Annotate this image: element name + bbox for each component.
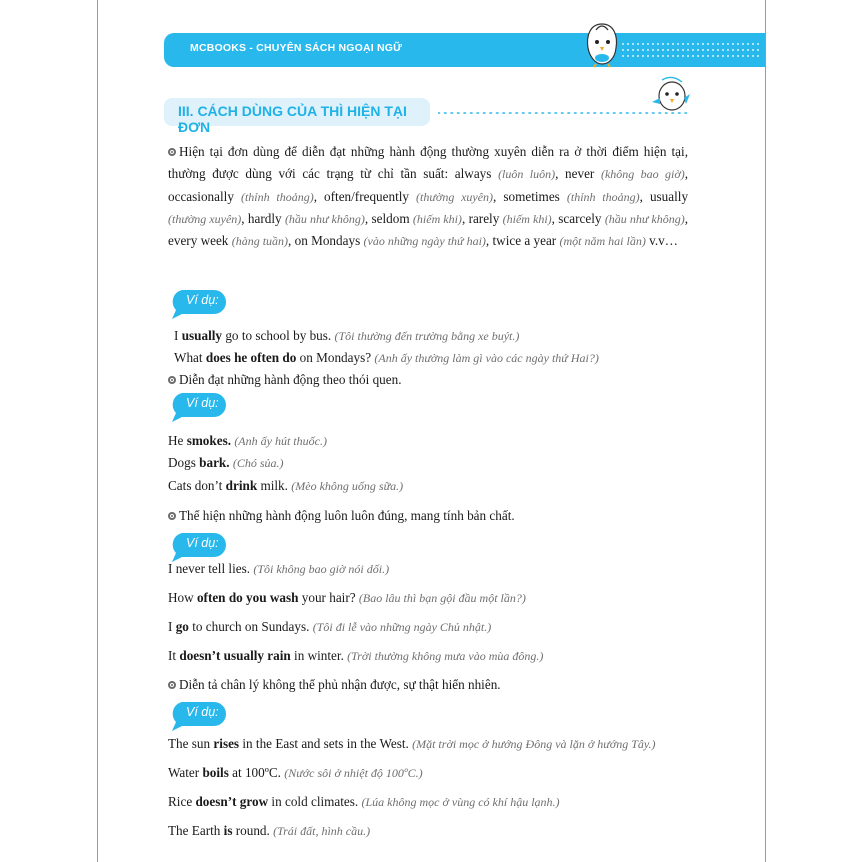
adverb-word: on Mondays: [294, 233, 361, 249]
example-sentence: [168, 820, 370, 842]
example-sentence: [168, 645, 543, 667]
example-gloss: (Mặt trời mọc ở hướng Đông và lặn ở hướng Tây.): [412, 737, 656, 751]
penguin-mascot-flying-icon: [650, 76, 690, 114]
example-gloss: (Tôi đi lễ vào những ngày Chủ nhật.): [312, 620, 492, 634]
section-title: III. CÁCH DÙNG CỦA THÌ HIỆN TẠI ĐƠN: [178, 103, 407, 135]
example-text: Water: [168, 765, 203, 780]
book-page: [97, 0, 766, 862]
example-text: in winter.: [290, 648, 344, 663]
adverb-gloss: (hiếm khi): [412, 211, 462, 226]
example-label: Ví dụ:: [186, 396, 219, 410]
adverb-word: rarely: [468, 210, 500, 226]
example-text: in the East and sets in the West.: [239, 736, 409, 751]
example-sentence: [168, 475, 403, 497]
example-sentence: [168, 452, 284, 474]
example-text: I: [174, 328, 182, 343]
adverb-word: twice a year: [492, 233, 557, 249]
example-sentence: [168, 587, 526, 609]
adverb-gloss: (luôn luôn): [498, 167, 556, 182]
adverb-word: occasionally: [168, 188, 234, 204]
adverb-word: always: [454, 166, 492, 182]
example-emphasis: often do you wash: [196, 590, 299, 605]
example-text: to church on Sundays.: [188, 619, 310, 634]
usage-heading-text: Diễn tả chân lý không thể phủ nhận được, sự thật hiển nhiên.: [179, 677, 501, 692]
example-text: Rice: [168, 794, 196, 809]
bullet-circle-icon: [168, 148, 176, 156]
example-text: The sun: [168, 736, 214, 751]
example-sentence: [174, 325, 519, 347]
example-text: I never tell lies.: [168, 561, 251, 576]
example-gloss: (Lúa không mọc ở vùng có khí hậu lạnh.): [361, 795, 560, 809]
example-text: Dogs: [168, 455, 200, 470]
example-text: Cats don’t: [168, 478, 226, 493]
example-gloss: (Trời thường không mưa vào mùa đông.): [347, 649, 544, 663]
adverb-gloss: (vào những ngày thứ hai): [363, 234, 486, 249]
bullet-circle-icon: [168, 376, 176, 384]
example-bubble: [168, 286, 228, 320]
example-text: go to school by bus.: [222, 328, 332, 343]
bullet-circle-icon: [168, 681, 176, 689]
bullet-circle-icon: [168, 512, 176, 520]
example-text: round.: [232, 823, 270, 838]
example-emphasis: smokes.: [186, 433, 232, 448]
example-emphasis: is: [223, 823, 233, 838]
header-dotted-lines: [622, 33, 762, 67]
adverb-gloss: (không bao giờ): [600, 167, 685, 182]
adverb-gloss: (hầu như không): [284, 211, 365, 226]
adverb-word: usually: [649, 188, 689, 204]
example-text: your hair?: [298, 590, 356, 605]
header-title: MCBOOKS - CHUYÊN SÁCH NGOẠI NGỮ: [190, 42, 403, 54]
example-text: on Mondays?: [296, 350, 372, 365]
intro-paragraph: [168, 141, 688, 252]
penguin-mascot-icon: [582, 20, 622, 68]
example-bubble: [168, 698, 228, 732]
intro-tail: v.v…: [649, 233, 678, 249]
adverb-word: scarcely: [558, 210, 602, 226]
adverb-list: always (luôn luôn), never (không bao giờ), occasionally (thỉnh thoảng), often/frequently (thường xuyên), sometimes (thỉnh thoảng), usually (thường xuyên), hardly (hầu như không), seldom (hiếm khi), rarely (hiếm khi), scarcely (hầu như không), every week (hàng tuần), on Mondays (vào những ngày thứ hai), twice a year (một năm hai lần): [168, 166, 689, 249]
example-sentence: [168, 616, 491, 638]
example-text: milk.: [257, 478, 288, 493]
adverb-word: sometimes: [503, 188, 560, 204]
example-emphasis: bark.: [199, 455, 230, 470]
example-emphasis: go: [175, 619, 189, 634]
example-emphasis: drink: [225, 478, 258, 493]
example-gloss: (Mèo không uống sữa.): [291, 479, 404, 493]
example-gloss: (Anh ấy thường làm gì vào các ngày thứ Hai?): [374, 351, 599, 365]
example-label: Ví dụ:: [186, 536, 219, 550]
example-emphasis: doesn’t grow: [195, 794, 269, 809]
usage-heading: [168, 674, 501, 696]
intro-lead: Hiện tại đơn dùng để diễn đạt những hành động thường xuyên diễn ra ở thời điểm hiện tại, thường được dùng với các trạng từ chỉ tần suất:: [168, 144, 688, 182]
example-sentence: [168, 733, 656, 755]
example-text: The Earth: [168, 823, 224, 838]
example-gloss: (Anh ấy hút thuốc.): [234, 434, 327, 448]
usage-heading-text: Diễn đạt những hành động theo thói quen.: [179, 372, 402, 387]
example-label: Ví dụ:: [186, 293, 219, 307]
example-text: in cold climates.: [268, 794, 359, 809]
adverb-word: often/frequently: [324, 188, 409, 204]
example-gloss: (Chó sủa.): [232, 456, 284, 470]
section-title-pill: [164, 98, 430, 135]
adverb-word: hardly: [247, 210, 282, 226]
usage-heading: [168, 369, 402, 391]
adverb-gloss: (thỉnh thoảng): [240, 189, 314, 204]
example-text: What: [174, 350, 206, 365]
adverb-gloss: (thường xuyên): [416, 189, 494, 204]
adverb-gloss: (hầu như không): [604, 211, 685, 226]
example-text: I: [168, 619, 176, 634]
adverb-gloss: (thỉnh thoảng): [566, 189, 640, 204]
usage-heading: [168, 505, 515, 527]
example-text: at 100ºC.: [228, 765, 281, 780]
adverb-word: never: [565, 166, 595, 182]
adverb-gloss: (một năm hai lần): [559, 234, 646, 249]
example-text: It: [168, 648, 180, 663]
example-sentence: [168, 558, 389, 580]
header-banner: [164, 33, 766, 67]
usage-heading-text: Thể hiện những hành động luôn luôn đúng, mang tính bản chất.: [179, 508, 515, 523]
adverb-word: seldom: [371, 210, 410, 226]
example-gloss: (Nước sôi ở nhiệt độ 100ºC.): [284, 766, 423, 780]
example-emphasis: does he often do: [205, 350, 297, 365]
example-label: Ví dụ:: [186, 705, 219, 719]
example-emphasis: boils: [202, 765, 229, 780]
example-gloss: (Tôi thường đến trường bằng xe buýt.): [334, 329, 520, 343]
example-gloss: (Trái đất, hình cầu.): [273, 824, 371, 838]
example-bubble: [168, 389, 228, 423]
example-emphasis: doesn’t usually rain: [179, 648, 291, 663]
adverb-gloss: (hiếm khi): [502, 211, 552, 226]
example-sentence: [168, 430, 327, 452]
example-gloss: (Tôi không bao giờ nói dối.): [253, 562, 390, 576]
adverb-word: every week: [168, 233, 229, 249]
example-emphasis: rises: [213, 736, 240, 751]
example-sentence: [168, 762, 423, 784]
example-gloss: (Bao lâu thì bạn gội đầu một lần?): [358, 591, 526, 605]
example-sentence: [174, 347, 599, 369]
example-sentence: [168, 791, 560, 813]
example-text: He: [168, 433, 187, 448]
example-text: How: [168, 590, 197, 605]
example-emphasis: usually: [181, 328, 223, 343]
adverb-gloss: (thường xuyên): [168, 211, 242, 226]
adverb-gloss: (hàng tuần): [231, 234, 289, 249]
